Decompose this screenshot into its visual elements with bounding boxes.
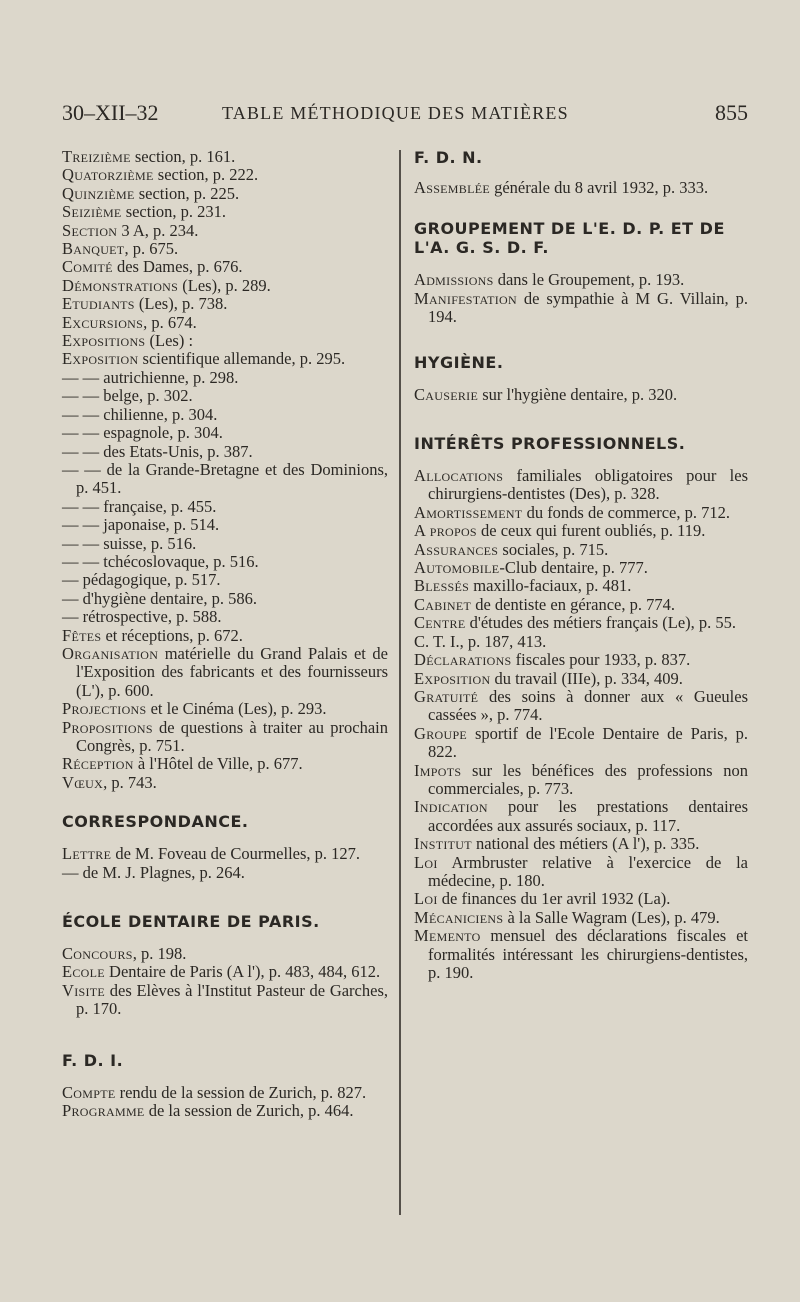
entry-text: — — suisse, p. 516. (62, 533, 197, 553)
entry-list (414, 386, 748, 404)
entry-keyword: Lettre (62, 844, 112, 864)
entry-keyword: Démonstrations (62, 275, 179, 295)
entry-text: — — tchécoslovaque, p. 516. (62, 551, 259, 571)
entry-keyword: Blessés (414, 576, 470, 596)
entry-text: — d'hygiène dentaire, p. 586. (62, 588, 257, 608)
index-entry (414, 798, 748, 835)
entry-keyword: Institut (414, 834, 472, 854)
index-entry (62, 516, 388, 534)
index-entry (414, 179, 748, 197)
index-entry (414, 522, 748, 540)
entry-list (62, 845, 388, 882)
index-entry (62, 700, 388, 718)
section-heading: INTÉRÊTS PROFESSIONNELS. (414, 434, 686, 454)
entry-text: — — japonaise, p. 514. (62, 515, 220, 535)
index-entry (62, 1084, 388, 1102)
entry-text: Armbruster relative à l'exercice de la médecine, p. 180. (428, 852, 748, 890)
entry-text: national des métiers (A l'), p. 335. (471, 834, 700, 854)
entry-keyword: Réception (62, 754, 134, 774)
entry-keyword: Loi (414, 852, 438, 872)
index-entry (414, 762, 748, 799)
entry-text: — pédagogique, p. 517. (62, 570, 221, 590)
entry-text: d'études des métiers français (Le), p. 55. (465, 613, 737, 633)
index-entry (62, 332, 388, 350)
entry-text: Dentaire de Paris (A l'), p. 483, 484, 612. (104, 962, 381, 982)
header-title: TABLE MÉTHODIQUE DES MATIÈRES (222, 103, 569, 123)
entry-text: — — belge, p. 302. (62, 386, 193, 406)
index-entry (414, 927, 748, 982)
index-entry (62, 277, 388, 295)
entry-list (62, 945, 388, 1019)
section-heading: F. D. N. (414, 148, 483, 167)
left-column (62, 148, 388, 1120)
entry-text: des Elèves à l'Institut Pasteur de Garches, p. 170. (76, 980, 388, 1019)
entry-keyword: Excursions (62, 312, 144, 332)
index-entry (414, 290, 748, 327)
entry-text: de finances du 1er avril 1932 (La). (437, 889, 671, 909)
entry-keyword: Groupe (414, 723, 468, 743)
entry-text: matérielle du Grand Palais et de l'Exposition des fabricants et des fournisseurs (L'), p. 600. (76, 643, 388, 700)
index-entry (62, 461, 388, 498)
entry-keyword: Loi (414, 889, 438, 909)
entry-keyword: Banquet (62, 239, 125, 259)
index-entry (414, 688, 748, 725)
index-entry (62, 295, 388, 313)
entry-keyword: Programme (62, 1101, 145, 1121)
entry-text: dans le Groupement, p. 193. (493, 270, 685, 290)
index-entry (414, 651, 748, 669)
entry-keyword: Organisation (62, 643, 159, 663)
entry-text: mensuel des déclarations fiscales et formalités intéressant les chirurgiens-dentistes, p. 190. (428, 926, 748, 982)
entry-text: — de M. J. Plagnes, p. 264. (62, 862, 245, 882)
entry-text: section, p. 225. (134, 183, 240, 203)
section-heading: GROUPEMENT DE L'E. D. P. ET DE L'A. G. S. D. F. (414, 219, 725, 258)
index-entry (62, 148, 388, 166)
entry-text: des soins à donner aux « Gueules cassées », p. 774. (428, 686, 748, 725)
entry-text: générale du 8 avril 1932, p. 333. (489, 178, 709, 197)
index-entry (414, 854, 748, 891)
index-entry (414, 670, 748, 688)
entry-text: à la Salle Wagram (Les), p. 479. (503, 907, 720, 927)
entry-text: sociales, p. 715. (498, 539, 609, 559)
entry-keyword: Gratuité (414, 686, 479, 706)
index-entry (62, 645, 388, 700)
entry-keyword: Compte (62, 1082, 116, 1102)
entry-text: de ceux qui furent oubliés, p. 119. (476, 521, 706, 541)
entry-keyword: Indication (414, 797, 488, 817)
entry-list (414, 179, 748, 197)
index-entry (62, 755, 388, 773)
index-entry (62, 608, 388, 626)
entry-list (414, 467, 748, 982)
entry-keyword: Assurances (414, 539, 499, 559)
entry-keyword: Centre (414, 613, 466, 633)
entry-keyword: A propos (414, 521, 477, 541)
entry-list (414, 271, 748, 326)
entry-text: — — chilienne, p. 304. (62, 404, 218, 424)
index-entry (414, 504, 748, 522)
entry-keyword: Causerie (414, 384, 479, 404)
entry-keyword: Allocations (414, 466, 504, 486)
entry-text: section, p. 231. (121, 202, 227, 222)
entry-keyword: Assemblée (414, 178, 490, 197)
index-entry (414, 614, 748, 632)
entry-keyword: Cabinet (414, 594, 472, 614)
entry-keyword: Memento (414, 926, 481, 946)
index-entry (62, 845, 388, 863)
column-divider (399, 150, 401, 1215)
entry-keyword: Mécaniciens (414, 907, 504, 927)
entry-keyword: Vœux (62, 772, 104, 792)
entry-text: — — de la Grande-Bretagne et des Dominions, p. 451. (62, 459, 388, 498)
index-entry (62, 203, 388, 221)
index-entry (62, 535, 388, 553)
entry-text: — — française, p. 455. (62, 496, 217, 516)
entry-text: à l'Hôtel de Ville, p. 677. (133, 754, 303, 774)
index-entry (414, 541, 748, 559)
header-date: 30–XII–32 (62, 100, 159, 125)
index-entry (62, 945, 388, 963)
entry-text: des Dames, p. 676. (112, 257, 243, 277)
entry-text: section, p. 222. (153, 165, 259, 185)
section-heading: F. D. I. (62, 1050, 124, 1070)
entry-keyword: Visite (62, 980, 106, 1000)
index-entry (414, 725, 748, 762)
entry-text: de questions à traiter au prochain Congrès, p. 751. (76, 717, 388, 755)
index-entry (62, 719, 388, 756)
index-entry (62, 627, 388, 645)
index-entry (62, 369, 388, 387)
entry-text: (Les) : (145, 331, 194, 351)
entry-text: (Les), p. 289. (178, 275, 271, 295)
entry-keyword: Comité (62, 257, 113, 277)
entry-text: (Les), p. 738. (134, 294, 228, 314)
entry-text: de dentiste en gérance, p. 774. (471, 594, 675, 614)
page-number: 855 (715, 100, 748, 125)
entry-text: — — des Etats-Unis, p. 387. (62, 441, 253, 461)
index-entry (414, 890, 748, 908)
entry-keyword: Automobile (414, 558, 500, 578)
index-entry (414, 386, 748, 404)
entry-text: , p. 743. (103, 772, 157, 792)
entry-text: , p. 675. (124, 239, 179, 259)
entry-text: et réceptions, p. 672. (101, 625, 243, 645)
index-entry (414, 909, 748, 927)
entry-text: du travail (IIIe), p. 334, 409. (490, 668, 683, 688)
entry-text: fiscales pour 1933, p. 837. (511, 650, 691, 670)
index-entry (62, 443, 388, 461)
entry-list (62, 1084, 388, 1121)
entry-text: — — autrichienne, p. 298. (62, 367, 239, 387)
entry-text: — rétrospective, p. 588. (62, 607, 222, 627)
index-entry (62, 314, 388, 332)
index-entry (62, 864, 388, 882)
entry-text: familiales obligatoires pour les chirurgiens-dentistes (Des), p. 328. (428, 466, 748, 504)
entry-keyword: Manifestation (414, 288, 517, 308)
section-heading: CORRESPONDANCE. (62, 812, 249, 832)
index-entry (414, 577, 748, 595)
entry-keyword: Seizième (62, 202, 122, 222)
entry-text: C. T. I., p. 187, 413. (414, 631, 547, 651)
entry-keyword: Amortissement (414, 502, 523, 522)
index-entry (62, 498, 388, 516)
index-entry (62, 774, 388, 792)
entry-text: 3 A, p. 234. (117, 220, 199, 240)
entry-keyword: Expositions (62, 331, 146, 351)
entry-text: et le Cinéma (Les), p. 293. (146, 699, 327, 719)
entry-text: de la session de Zurich, p. 464. (144, 1101, 354, 1121)
entry-keyword: Exposition (62, 349, 139, 369)
page-header (62, 100, 748, 130)
entry-text: sur l'hygiène dentaire, p. 320. (478, 384, 678, 404)
entry-keyword: Déclarations (414, 650, 512, 670)
entry-text: rendu de la session de Zurich, p. 827. (115, 1082, 367, 1102)
index-entry (62, 258, 388, 276)
index-entry (414, 271, 748, 289)
entry-list (62, 148, 388, 792)
entry-keyword: Etudiants (62, 294, 135, 314)
index-entry (414, 835, 748, 853)
index-entry (62, 571, 388, 589)
entry-keyword: Quinzième (62, 183, 135, 203)
entry-keyword: Projections (62, 699, 147, 719)
index-entry (62, 406, 388, 424)
entry-text: sportif de l'Ecole Dentaire de Paris, p. 822. (428, 723, 748, 762)
entry-text: , p. 674. (143, 312, 197, 332)
entry-text: — — espagnole, p. 304. (62, 423, 223, 443)
entry-text: scientifique allemande, p. 295. (138, 349, 346, 369)
entry-keyword: Section (62, 220, 118, 240)
index-entry (414, 559, 748, 577)
index-entry (62, 590, 388, 608)
index-entry (414, 467, 748, 504)
entry-keyword: Admissions (414, 270, 494, 290)
entry-text: section, p. 161. (130, 147, 236, 166)
entry-text: sur les bénéfices des professions non commerciales, p. 773. (428, 760, 748, 798)
index-entry (62, 240, 388, 258)
index-entry (62, 1102, 388, 1120)
entry-keyword: Quatorzième (62, 165, 154, 185)
index-entry (62, 185, 388, 203)
entry-text: pour les prestations dentaires accordées aux assurés sociaux, p. 117. (428, 797, 748, 835)
index-entry (62, 350, 388, 368)
index-entry (414, 633, 748, 651)
entry-text: de sympathie à M G. Villain, p. 194. (428, 288, 748, 327)
index-entry (414, 596, 748, 614)
index-entry (62, 553, 388, 571)
right-column (414, 148, 748, 982)
entry-keyword: Exposition (414, 668, 491, 688)
entry-text: , p. 198. (132, 944, 187, 964)
index-entry (62, 982, 388, 1019)
section-heading: HYGIÈNE. (414, 352, 504, 372)
index-entry (62, 166, 388, 184)
index-entry (62, 387, 388, 405)
entry-keyword: Treizième (62, 147, 131, 166)
index-entry (62, 963, 388, 981)
entry-text: de M. Foveau de Courmelles, p. 127. (111, 844, 361, 864)
entry-keyword: Propositions (62, 717, 153, 737)
entry-text: -Club dentaire, p. 777. (499, 558, 648, 578)
entry-text: du fonds de commerce, p. 712. (522, 502, 731, 522)
entry-text: maxillo-faciaux, p. 481. (469, 576, 632, 596)
entry-keyword: Concours (62, 944, 133, 964)
entry-keyword: Ecole (62, 962, 105, 982)
entry-keyword: Impots (414, 760, 462, 780)
index-entry (62, 222, 388, 240)
entry-keyword: Fêtes (62, 625, 102, 645)
section-heading: ÉCOLE DENTAIRE DE PARIS. (62, 912, 320, 932)
index-entry (62, 424, 388, 442)
